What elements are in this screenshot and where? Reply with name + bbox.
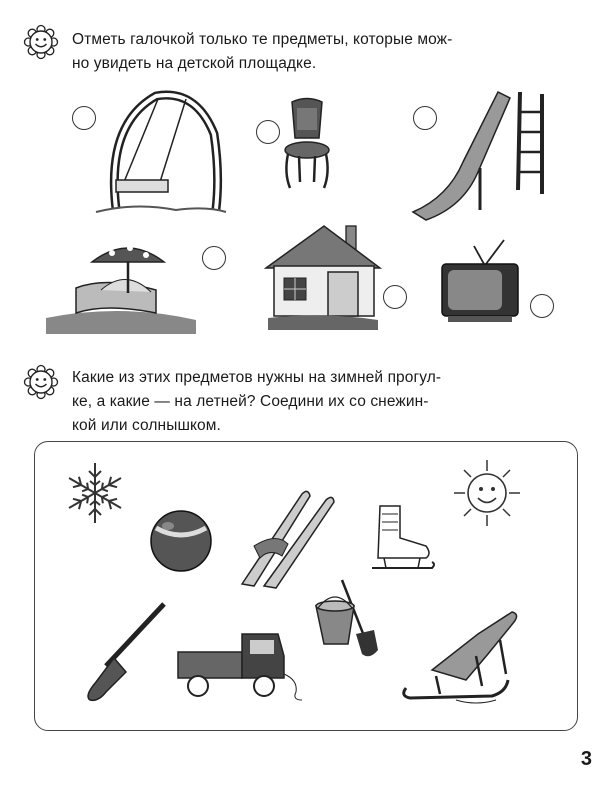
- slide-picture: [408, 82, 548, 222]
- skis-picture[interactable]: [232, 486, 342, 590]
- task-2-line-2: ке, а какие — на летней? Соедини их со снежин-: [72, 393, 429, 410]
- toy-truck-picture[interactable]: [172, 630, 308, 702]
- checkbox-circle-slide[interactable]: [413, 106, 437, 130]
- page-number: 3: [580, 748, 592, 770]
- task-2-instruction: [72, 366, 441, 438]
- checkbox-circle-chair[interactable]: [256, 120, 280, 144]
- sun-icon[interactable]: [452, 458, 522, 528]
- tv-picture: [440, 236, 522, 326]
- task-1-line-2: но увидеть на детской площадке.: [72, 55, 317, 72]
- task-2-line-3: кой или солнышком.: [72, 417, 221, 434]
- ice-skates-picture[interactable]: [370, 500, 436, 574]
- bucket-and-spade-picture[interactable]: [312, 578, 382, 662]
- checkbox-circle-tv[interactable]: [530, 294, 554, 318]
- checkbox-circle-house[interactable]: [383, 285, 407, 309]
- task-1-instruction: [72, 28, 452, 76]
- shovel-picture[interactable]: [76, 600, 170, 704]
- smiley-flower-icon: [24, 365, 58, 399]
- house-picture: [264, 222, 382, 332]
- ball-picture[interactable]: [148, 508, 214, 574]
- checkbox-circle-sandbox[interactable]: [202, 246, 226, 270]
- chair-picture: [282, 98, 332, 190]
- checkbox-circle-swing[interactable]: [72, 106, 96, 130]
- task-1-line-1: Отметь галочкой только те предметы, которые мож-: [72, 31, 453, 48]
- sled-picture[interactable]: [396, 604, 526, 708]
- snowflake-icon[interactable]: [62, 458, 128, 528]
- task-2-line-1: Какие из этих предметов нужны на зимней прогул-: [72, 369, 442, 386]
- smiley-flower-icon: [24, 25, 58, 59]
- sandbox-picture: [46, 238, 196, 334]
- swing-picture: [96, 84, 226, 214]
